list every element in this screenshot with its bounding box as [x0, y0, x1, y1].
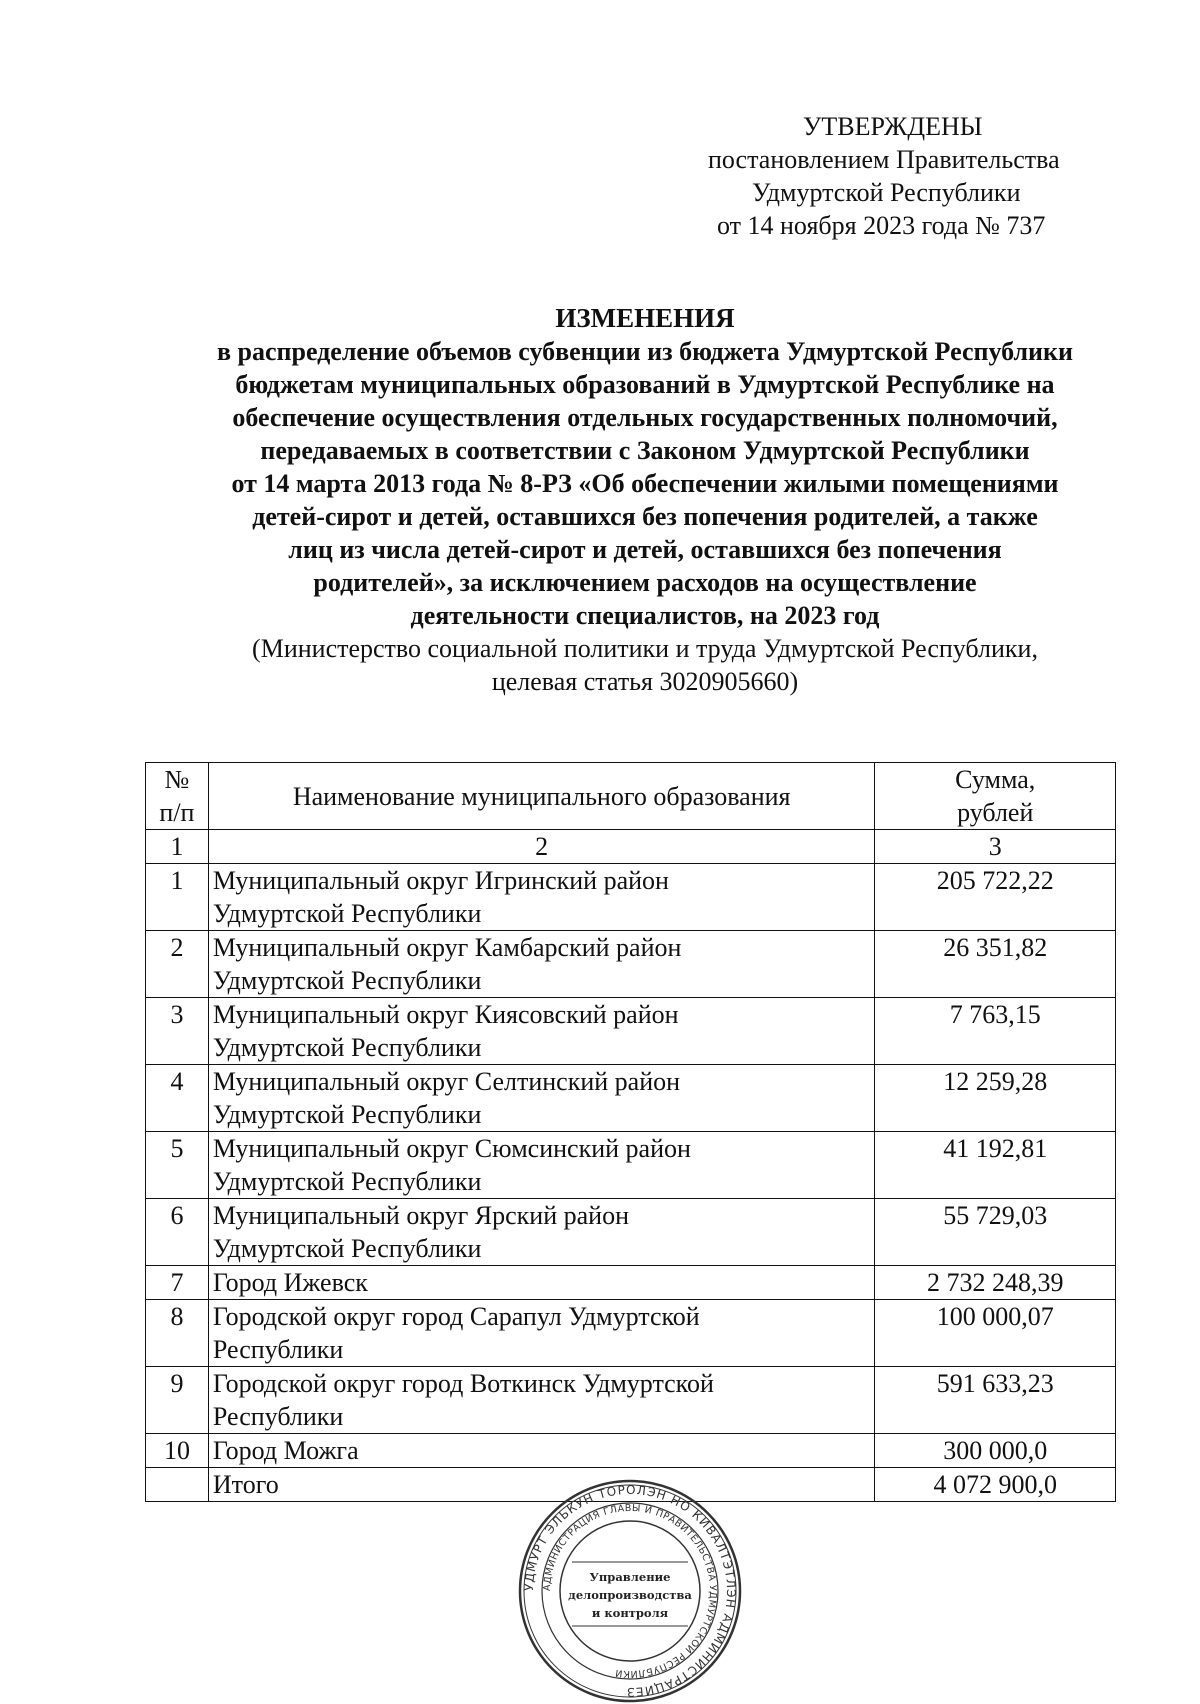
column-number: 2	[208, 830, 875, 864]
row-sum: 55 729,03	[875, 1199, 1116, 1266]
row-name	[208, 931, 875, 998]
table-header-row	[146, 763, 1116, 830]
row-sum: 12 259,28	[875, 1065, 1116, 1132]
heading-line: деятельности специалистов, на 2023 год	[410, 601, 880, 630]
row-name-line: Городской округ город Воткинск Удмуртской	[212, 1369, 714, 1398]
row-name-line: Удмуртской Республики	[212, 1234, 482, 1263]
row-name-line: Муниципальный округ Игринский район	[212, 866, 669, 895]
approval-title: УТВЕРЖДЕНЫ	[803, 112, 983, 141]
row-number: 8	[146, 1300, 209, 1367]
heading-line: обеспечение осуществления отдельных государственных полномочий,	[232, 403, 1058, 432]
seal-inner-text: АДМИНИСТРАЦИЯ ГЛАВЫ И ПРАВИТЕЛЬСТВА УДМУРТСКОЙ РЕСПУБЛИКИ	[541, 1502, 719, 1680]
row-name-line: Республики	[212, 1335, 344, 1364]
row-name-line: Муниципальный округ Камбарский район	[212, 933, 682, 962]
row-name	[208, 1065, 875, 1132]
row-name-line: Муниципальный округ Киясовский район	[212, 1000, 679, 1029]
heading-line: детей-сирот и детей, оставшихся без попечения родителей, а также	[252, 502, 1038, 531]
row-name	[208, 1199, 875, 1266]
approval-stamp-block	[700, 110, 1140, 242]
row-name-line: Удмуртской Республики	[212, 966, 482, 995]
table-row	[146, 1065, 1116, 1132]
heading-line: от 14 марта 2013 года № 8-РЗ «Об обеспечении жилыми помещениями	[231, 469, 1059, 498]
row-sum: 26 351,82	[875, 931, 1116, 998]
row-sum: 7 763,15	[875, 998, 1116, 1065]
row-name-line: Удмуртской Республики	[212, 1167, 482, 1196]
total-number	[146, 1468, 209, 1502]
row-number: 3	[146, 998, 209, 1065]
approval-line-3: от 14 ноября 2023 года № 737	[717, 211, 1046, 240]
row-name	[208, 1300, 875, 1367]
row-name-line: Удмуртской Республики	[212, 899, 482, 928]
header-sum-line-1: Сумма,	[955, 765, 1036, 794]
approval-line-1: постановлением Правительства	[708, 145, 1060, 174]
heading-line: передаваемых в соответствии с Законом Удмуртской Республики	[260, 436, 1030, 465]
header-number-line-1: №	[164, 765, 190, 794]
row-name	[208, 1132, 875, 1199]
row-name-line: Республики	[212, 1402, 344, 1431]
row-number: 10	[146, 1434, 209, 1468]
row-number: 1	[146, 864, 209, 931]
distribution-table	[145, 762, 1116, 1502]
seal-outer-text: УДМУРТ ЭЛЬКУН ТОРОЛЭН НО КИВАЛТЭТЛЭН АДМИНИСТРАЦИЕЗ	[521, 1482, 739, 1700]
header-name: Наименование муниципального образования	[208, 763, 875, 830]
row-number: 4	[146, 1065, 209, 1132]
heading-line: бюджетам муниципальных образований в Удмуртской Республике на	[235, 370, 1055, 399]
table-row	[146, 931, 1116, 998]
row-number: 5	[146, 1132, 209, 1199]
seal-center-line: и контроля	[591, 1606, 669, 1620]
table-row	[146, 1199, 1116, 1266]
table-row	[146, 1300, 1116, 1367]
table-row	[146, 1367, 1116, 1434]
header-sum	[875, 763, 1116, 830]
row-sum: 591 633,23	[875, 1367, 1116, 1434]
row-name-line: Муниципальный округ Селтинский район	[212, 1067, 681, 1096]
seal-center-line: Управление	[589, 1570, 671, 1584]
table-row	[146, 998, 1116, 1065]
row-number: 7	[146, 1266, 209, 1300]
row-name-line: Удмуртской Республики	[212, 1100, 482, 1129]
row-sum: 2 732 248,39	[875, 1266, 1116, 1300]
row-name	[208, 864, 875, 931]
table-row	[146, 1132, 1116, 1199]
seal-center-line: делопроизводства	[568, 1588, 692, 1602]
table-row	[146, 864, 1116, 931]
row-number: 9	[146, 1367, 209, 1434]
total-sum: 4 072 900,0	[875, 1468, 1116, 1502]
official-seal	[517, 1478, 743, 1704]
row-sum: 41 192,81	[875, 1132, 1116, 1199]
row-sum: 100 000,07	[875, 1300, 1116, 1367]
heading-line: в распределение объемов субвенции из бюджета Удмуртской Республики	[216, 337, 1074, 366]
table-row	[146, 1434, 1116, 1468]
header-number	[146, 763, 209, 830]
heading-subline: (Министерство социальной политики и труда Удмуртской Республики,	[252, 634, 1038, 663]
header-sum-line-2: рублей	[957, 798, 1034, 827]
column-number: 3	[875, 830, 1116, 864]
row-number: 6	[146, 1199, 209, 1266]
heading-subline: целевая статья 3020905660)	[491, 667, 799, 696]
heading-line: лиц из числа детей-сирот и детей, оставшихся без попечения	[288, 535, 1002, 564]
row-name: Город Можга	[208, 1434, 875, 1468]
row-name	[208, 1367, 875, 1434]
row-name	[208, 998, 875, 1065]
column-number: 1	[146, 830, 209, 864]
table-row	[146, 1266, 1116, 1300]
header-number-line-2: п/п	[159, 798, 195, 827]
row-name-line: Городской округ город Сарапул Удмуртской	[212, 1302, 700, 1331]
column-number-row	[146, 830, 1116, 864]
row-sum: 300 000,0	[875, 1434, 1116, 1468]
document-title: ИЗМЕНЕНИЯ	[555, 303, 735, 333]
row-number: 2	[146, 931, 209, 998]
row-name-line: Удмуртской Республики	[212, 1033, 482, 1062]
row-name-line: Муниципальный округ Сюмсинский район	[212, 1134, 691, 1163]
approval-line-2: Удмуртской Республики	[752, 178, 1021, 207]
total-label: Итого	[208, 1468, 875, 1502]
row-sum: 205 722,22	[875, 864, 1116, 931]
row-name-line: Муниципальный округ Ярский район	[212, 1201, 630, 1230]
document-heading	[80, 302, 1200, 698]
row-name: Город Ижевск	[208, 1266, 875, 1300]
heading-line: родителей», за исключением расходов на осуществление	[313, 568, 977, 597]
